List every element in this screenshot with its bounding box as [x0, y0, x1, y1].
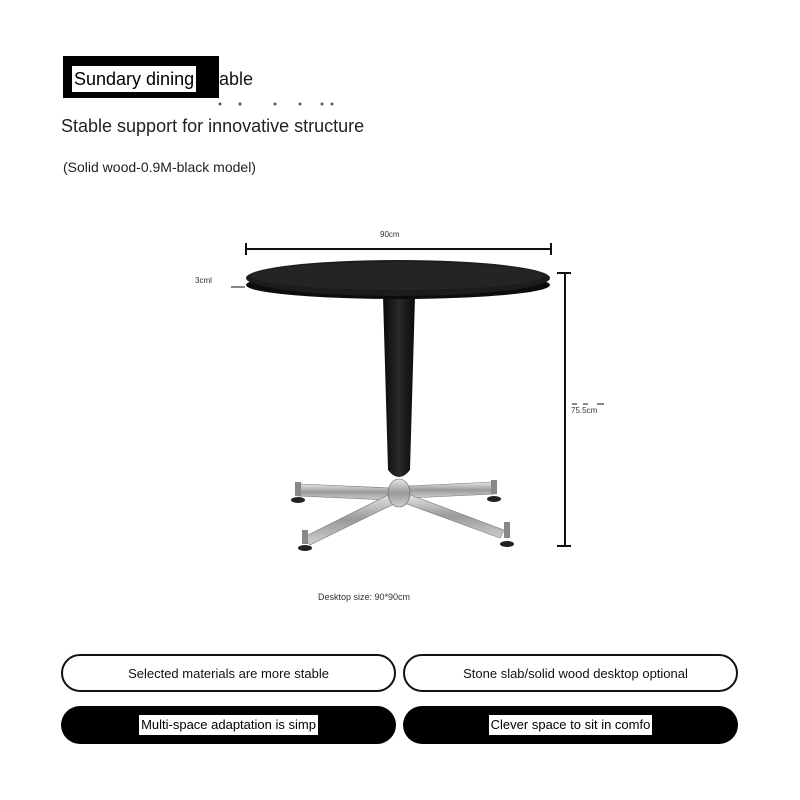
- tabletop: [246, 260, 550, 299]
- page-title: Sundary dining: [72, 66, 196, 92]
- feature-pill-materials: [61, 654, 396, 692]
- desktop-size-caption: Desktop size: 90*90cm: [318, 592, 411, 602]
- thickness-label: 3cml: [195, 276, 212, 285]
- table-base: [291, 479, 514, 551]
- feature-label: Multi-space adaptation is simp: [139, 715, 318, 735]
- feature-label: Selected materials are more stable: [128, 665, 329, 681]
- table-leg: [383, 296, 415, 477]
- model-note: (Solid wood-0.9M-black model): [63, 159, 256, 175]
- feature-pill-comfort: [403, 706, 738, 744]
- width-dimension: [246, 243, 551, 255]
- feature-pill-desktop: [403, 654, 738, 692]
- subtitle: Stable support for innovative structure: [61, 116, 365, 136]
- feature-label: Clever space to sit in comfo: [489, 715, 653, 735]
- width-label: 90cm: [380, 230, 400, 239]
- feature-label: Stone slab/solid wood desktop optional: [463, 665, 688, 681]
- feature-pill-multispace: [61, 706, 396, 744]
- page-title-tail: able: [219, 69, 254, 89]
- height-label: 75.5cm: [571, 406, 598, 415]
